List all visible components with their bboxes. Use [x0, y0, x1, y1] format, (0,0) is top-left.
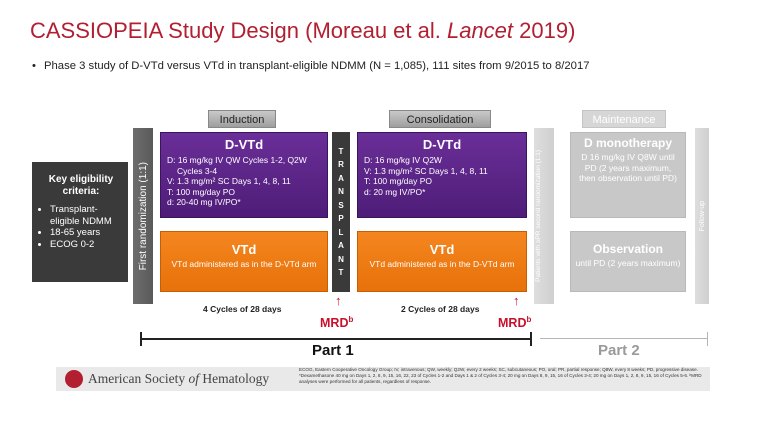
induction-dvtd-box — [160, 132, 328, 218]
part2-label: Part 2 — [598, 342, 640, 359]
maintenance-observation-text: until PD (2 years maximum) — [575, 258, 681, 268]
part1-label: Part 1 — [312, 342, 354, 359]
induction-dvtd-title: D-VTd — [224, 137, 264, 152]
regimen-line: Cycles 3-4 — [177, 165, 218, 176]
ash-wordmark: American Society of Hematology — [88, 371, 270, 386]
transplant-letter: R — [338, 160, 344, 169]
regimen-line: d: 20-40 mg IV/PO* — [167, 197, 241, 207]
transplant-letter: S — [338, 200, 344, 210]
consolidation-dvtd-regimen — [364, 155, 520, 197]
second-randomization-bar — [534, 128, 554, 304]
second-randomization-label: Patients with ≥PR second randomization (1:1) — [535, 150, 542, 282]
transplant-bar — [332, 132, 350, 292]
first-randomization-label: First randomization (1:1) — [137, 161, 149, 271]
dosing-note: *Dexamethasone 40 mg on Days 1, 2, 8, 9, 15, 16, 22, 23 of Cycles 1-2 and Days 1 & 2 of Cycles 3-4; 20 mg on Days 8, 9, 15, 16 of Cycles 3-4; 20 mg on Days 1, 2, 8, 9, 15, 16 of Cycles 5-6. ᵇMRD analyses were performed for all patients, regardless of response. — [299, 373, 702, 384]
part1-line — [140, 338, 532, 340]
part1-end-tick — [530, 332, 532, 346]
induction-vtd-text: VTd administered as in the D-VTd arm — [171, 259, 317, 269]
mrd-label-after-induction: MRD$^b$ — [320, 315, 354, 331]
induction-dvtd-regimen — [167, 155, 321, 208]
mrd-arrow-icon: ↑ — [513, 293, 520, 308]
study-bullet: • Phase 3 study of D-VTd versus VTd in transplant-eligible NDMM (N = 1,085), 111 sites from 9/2015 to 8/2017 — [32, 60, 590, 72]
eligibility-list — [40, 204, 122, 250]
eligibility-title: Key eligibility criteria: — [48, 174, 114, 197]
phase-tab-maintenance: Maintenance — [582, 110, 666, 128]
first-randomization-bar — [133, 128, 153, 304]
consolidation-vtd-text: VTd administered as in the D-VTd arm — [369, 259, 515, 269]
mrd-arrow-icon: ↑ — [335, 293, 342, 308]
eligibility-item: • 18-65 years — [50, 227, 122, 239]
transplant-letter: N — [338, 254, 344, 264]
consolidation-vtd-title: VTd — [429, 242, 455, 257]
eligibility-box — [32, 162, 128, 282]
part1-start-tick — [140, 332, 142, 346]
consolidation-vtd-box — [357, 231, 527, 292]
phase-tab-induction: Induction — [208, 110, 276, 128]
part2-end-tick — [707, 332, 708, 346]
maintenance-d-text: D 16 mg/kg IV Q8W until PD (2 years maximum, then observation until PD) — [579, 152, 677, 183]
induction-cycles-label: 4 Cycles of 28 days — [203, 304, 282, 314]
eligibility-item: • ECOG 0-2 — [50, 239, 122, 251]
regimen-line: D: 16 mg/kg IV QW Cycles 1-2, Q2W — [167, 155, 307, 165]
ash-logo-icon — [65, 370, 83, 388]
transplant-letter: T — [338, 146, 344, 156]
regimen-line: T: 100 mg/day PO — [167, 186, 236, 197]
regimen-line: D: 16 mg/kg IV Q2W — [364, 155, 442, 165]
abbreviations-note: ECOG, Eastern Cooperative Oncology Group; IV, intravenous; QW, weekly; Q2W, every 2 weeks; SC, subcutaneous; PO, oral; PR, partial response; Q8W, every 8 weeks; PD, progressive disease. — [299, 367, 698, 372]
transplant-letter: N — [338, 187, 344, 196]
phase-tab-consolidation: Consolidation — [389, 110, 491, 128]
transplant-letter: P — [338, 214, 344, 223]
induction-vtd-box — [160, 231, 328, 292]
footnotes — [299, 367, 709, 385]
follow-up-label: Follow-up — [698, 200, 706, 232]
eligibility-item: • Transplant-eligible NDMM — [50, 204, 122, 227]
maintenance-observation-box — [570, 231, 686, 292]
slide-title: CASSIOPEIA Study Design (Moreau et al. Lancet 2019) — [30, 18, 576, 43]
transplant-letter: A — [338, 241, 344, 250]
regimen-line: V: 1.3 mg/m² SC Days 1, 4, 8, 11 — [364, 165, 488, 176]
consolidation-dvtd-box — [357, 132, 527, 218]
transplant-letter: A — [338, 173, 344, 183]
mrd-label-after-consolidation: MRD$^b$ — [498, 315, 532, 331]
follow-up-bar — [695, 128, 709, 304]
maintenance-d-box — [570, 132, 686, 218]
regimen-line: V: 1.3 mg/m² SC Days 1, 4, 8, 11 — [167, 176, 291, 186]
maintenance-d-title: D monotherapy — [583, 136, 672, 150]
consolidation-dvtd-title: D-VTd — [422, 137, 462, 152]
induction-vtd-title: VTd — [231, 242, 257, 257]
transplant-letter: T — [338, 268, 344, 277]
maintenance-observation-title: Observation — [592, 242, 664, 256]
regimen-line: d: 20 mg IV/PO* — [364, 186, 426, 197]
regimen-line: T: 100 mg/day PO — [364, 176, 433, 186]
transplant-letter: L — [338, 227, 344, 237]
consolidation-cycles-label: 2 Cycles of 28 days — [401, 304, 480, 314]
part2-line — [540, 338, 708, 339]
